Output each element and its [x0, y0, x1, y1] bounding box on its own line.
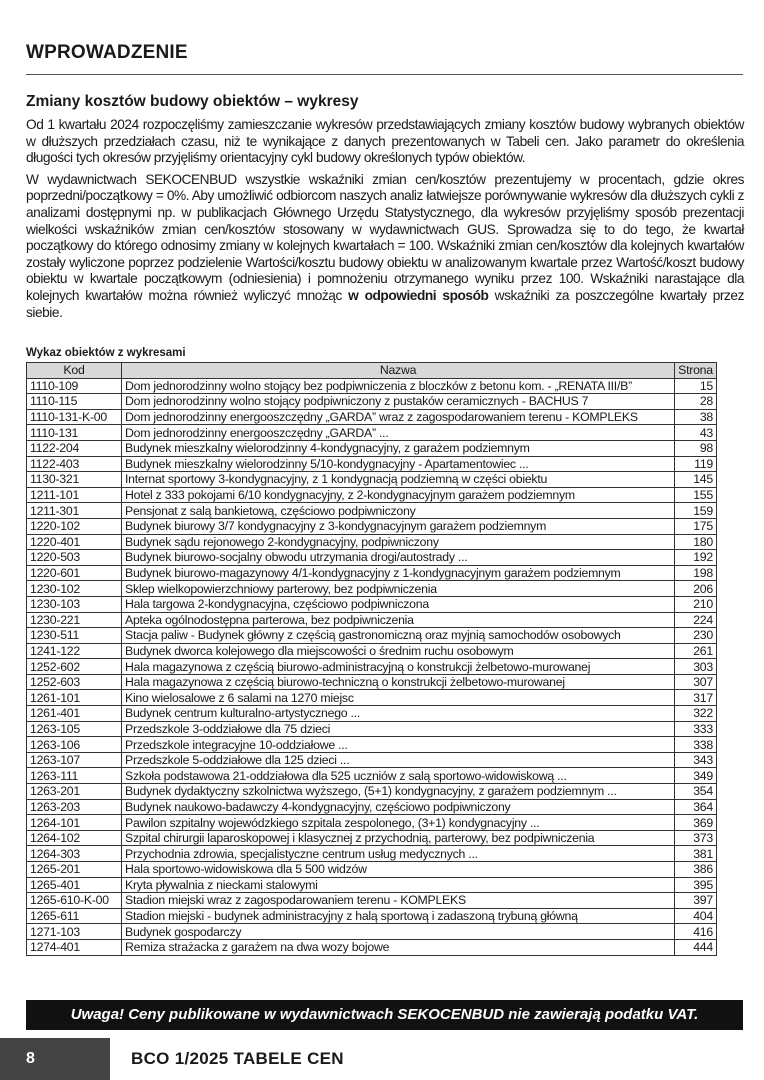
- row-page: 397: [675, 893, 717, 909]
- table-row: [27, 830, 717, 846]
- table-row: [27, 815, 717, 831]
- row-name: Dom jednorodzinny wolno stojący podpiwniczony z pustaków ceramicznych - BACHUS 7: [122, 394, 675, 410]
- row-code: 1230-102: [27, 581, 122, 597]
- row-code: 1263-107: [27, 752, 122, 768]
- row-code: 1252-602: [27, 659, 122, 675]
- row-page: 43: [675, 425, 717, 441]
- row-page: 386: [675, 862, 717, 878]
- table-row: [27, 877, 717, 893]
- table-row: [27, 893, 717, 909]
- row-page: 224: [675, 612, 717, 628]
- table-row: [27, 409, 717, 425]
- row-code: 1220-503: [27, 550, 122, 566]
- table-row: [27, 487, 717, 503]
- page-number: 8: [26, 1050, 35, 1067]
- row-code: 1264-101: [27, 815, 122, 831]
- row-name: Dom jednorodzinny energooszczędny „GARDA” wraz z zagospodarowaniem terenu - KOMPLEKS: [122, 409, 675, 425]
- table-body: [27, 378, 717, 955]
- row-page: 175: [675, 518, 717, 534]
- row-code: 1252-603: [27, 674, 122, 690]
- article-subtitle: Zmiany kosztów budowy obiektów – wykresy: [26, 93, 359, 110]
- table-row: [27, 799, 717, 815]
- row-page: 333: [675, 721, 717, 737]
- row-name: Przedszkole 3-oddziałowe dla 75 dzieci: [122, 721, 675, 737]
- row-page: 404: [675, 908, 717, 924]
- row-name: Pawilon szpitalny wojewódzkiego szpitala zespolonego, (3+1) kondygnacyjny ...: [122, 815, 675, 831]
- row-code: 1110-109: [27, 378, 122, 394]
- intro-text: [26, 117, 744, 326]
- row-name: Budynek mieszkalny wielorodzinny 5/10-kondygnacyjny - Apartamentowiec ...: [122, 456, 675, 472]
- row-page: 98: [675, 440, 717, 456]
- row-code: 1122-403: [27, 456, 122, 472]
- row-page: 364: [675, 799, 717, 815]
- row-code: 1211-301: [27, 503, 122, 519]
- table-row: [27, 612, 717, 628]
- intro-paragraph-2: [26, 172, 744, 321]
- row-page: 395: [675, 877, 717, 893]
- row-page: 155: [675, 487, 717, 503]
- row-name: Budynek biurowy 3/7 kondygnacyjny z 3-kondygnacyjnym garażem podziemnym: [122, 518, 675, 534]
- footer-page-box: [0, 1038, 110, 1080]
- row-name: Hala sportowo-widowiskowa dla 5 500 widzów: [122, 862, 675, 878]
- row-page: 206: [675, 581, 717, 597]
- row-page: 15: [675, 378, 717, 394]
- table-row: [27, 643, 717, 659]
- row-code: 1220-102: [27, 518, 122, 534]
- row-name: Przychodnia zdrowia, specjalistyczne centrum usług medycznych ...: [122, 846, 675, 862]
- row-code: 1110-131: [27, 425, 122, 441]
- row-name: Budynek dydaktyczny szkolnictwa wyższego, (5+1) kondygnacyjny, z garażem podziemnym ...: [122, 784, 675, 800]
- row-code: 1263-105: [27, 721, 122, 737]
- row-name: Internat sportowy 3-kondygnacyjny, z 1 kondygnacją podziemną w części obiektu: [122, 472, 675, 488]
- table-row: [27, 784, 717, 800]
- row-code: 1130-321: [27, 472, 122, 488]
- row-code: 1230-511: [27, 628, 122, 644]
- row-name: Budynek biurowo-magazynowy 4/1-kondygnacyjny z 1-kondygnacyjnym garażem podziemnym: [122, 565, 675, 581]
- row-page: 261: [675, 643, 717, 659]
- row-code: 1211-101: [27, 487, 122, 503]
- row-name: Kino wielosalowe z 6 salami na 1270 miejsc: [122, 690, 675, 706]
- column-header-code: Kod: [27, 363, 122, 379]
- row-name: Budynek centrum kulturalno-artystycznego ...: [122, 706, 675, 722]
- row-code: 1261-401: [27, 706, 122, 722]
- row-code: 1110-115: [27, 394, 122, 410]
- row-name: Przedszkole integracyjne 10-oddziałowe ...: [122, 737, 675, 753]
- intro-paragraph-1: Od 1 kwartału 2024 rozpoczęliśmy zamieszczanie wykresów przedstawiających zmiany kosztów budowy wybranych obiektów w dłuższych przedziałach czasu, niż te wynikające z danych prezentowanych w Tabeli cen. Jako parametr do określenia długości tych okresów przyjęliśmy orientacyjny cykl budowy określonych typów obiektów.: [26, 117, 744, 166]
- row-page: 381: [675, 846, 717, 862]
- row-code: 1263-111: [27, 768, 122, 784]
- table-row: [27, 534, 717, 550]
- row-page: 354: [675, 784, 717, 800]
- row-name: Pensjonat z salą bankietową, częściowo podpiwniczony: [122, 503, 675, 519]
- table-row: [27, 425, 717, 441]
- row-code: 1230-221: [27, 612, 122, 628]
- row-page: 317: [675, 690, 717, 706]
- table-row: [27, 659, 717, 675]
- row-name: Sklep wielkopowierzchniowy parterowy, bez podpiwniczenia: [122, 581, 675, 597]
- row-page: 369: [675, 815, 717, 831]
- row-name: Kryta pływalnia z nieckami stalowymi: [122, 877, 675, 893]
- row-name: Stadion miejski - budynek administracyjny z halą sportową i zadaszoną trybuną główną: [122, 908, 675, 924]
- table-row: [27, 674, 717, 690]
- row-page: 38: [675, 409, 717, 425]
- column-header-page: Strona: [675, 363, 717, 379]
- row-page: 322: [675, 706, 717, 722]
- table-row: [27, 503, 717, 519]
- table-row: [27, 690, 717, 706]
- row-name: Hala magazynowa z częścią biurowo-techniczną o konstrukcji żelbetowo-murowanej: [122, 674, 675, 690]
- table-row: [27, 768, 717, 784]
- row-name: Apteka ogólnodostępna parterowa, bez podpiwniczenia: [122, 612, 675, 628]
- row-name: Dom jednorodzinny energooszczędny „GARDA” ...: [122, 425, 675, 441]
- row-page: 444: [675, 939, 717, 955]
- row-name: Hala targowa 2-kondygnacyjna, częściowo podpiwniczona: [122, 596, 675, 612]
- row-page: 119: [675, 456, 717, 472]
- row-page: 338: [675, 737, 717, 753]
- row-code: 1220-601: [27, 565, 122, 581]
- table-row: [27, 472, 717, 488]
- list-caption: Wykaz obiektów z wykresami: [26, 347, 186, 359]
- table-row: [27, 394, 717, 410]
- row-name: Szkoła podstawowa 21-oddziałowa dla 525 uczniów z salą sportowo-widowiskową ...: [122, 768, 675, 784]
- row-page: 343: [675, 752, 717, 768]
- table-row: [27, 596, 717, 612]
- row-name: Budynek mieszkalny wielorodzinny 4-kondygnacyjny, z garażem podziemnym: [122, 440, 675, 456]
- publication-title: BCO 1/2025 TABELE CEN: [131, 1049, 344, 1068]
- objects-table: [26, 362, 717, 956]
- row-page: 159: [675, 503, 717, 519]
- table-row: [27, 565, 717, 581]
- row-page: 303: [675, 659, 717, 675]
- row-code: 1230-103: [27, 596, 122, 612]
- row-code: 1264-102: [27, 830, 122, 846]
- table-row: [27, 378, 717, 394]
- column-header-name: Nazwa: [122, 363, 675, 379]
- row-code: 1265-610-K-00: [27, 893, 122, 909]
- row-page: 198: [675, 565, 717, 581]
- table-row: [27, 440, 717, 456]
- table-row: [27, 846, 717, 862]
- intro-paragraph-2-start: W wydawnictwach SEKOCENBUD wszystkie wskaźniki zmian cen/kosztów prezentujemy w procentach, gdzie okres poprzedni/początkowy = 0%. Aby umożliwić odbiorcom naszych analiz łatwiejsze porównywanie wykresów dla dłuższych cykli z analizami dostępnymi np. w publikacjach Głównego Urzędu Statystycznego, dla wykresów przyjęliśmy sposób prezentacji wielkości wskaźników zmian cen/kosztów stosowany w wydawnictwach GUS. Sprowadza się to do tego, że kwartał początkowy do którego odnosimy zmiany w kolejnych kwartałach = 100. Wskaźniki zmian cen/kosztów dla kolejnych kwartałów zostały wyliczone poprzez podzielenie Wartości/kosztu budowy obiektu w analizowanym kwartale przez Wartość/koszt budowy obiektu w kwartale początkowym (odniesienia) i pomnożeniu otrzymanego wyniku przez 100. Wskaźniki narastające dla kolejnych kwartałów można również wyliczyć mnożąc: [26, 171, 744, 303]
- table-row: [27, 752, 717, 768]
- table-row: [27, 862, 717, 878]
- intro-paragraph-2-bold: w odpowiedni sposób: [348, 287, 489, 303]
- section-title: WPROWADZENIE: [26, 42, 188, 63]
- row-code: 1265-611: [27, 908, 122, 924]
- row-code: 1110-131-K-00: [27, 409, 122, 425]
- vat-warning-banner: Uwaga! Ceny publikowane w wydawnictwach SEKOCENBUD nie zawierają podatku VAT.: [26, 1000, 743, 1030]
- row-name: Budynek biurowo-socjalny obwodu utrzymania drogi/autostrady ...: [122, 550, 675, 566]
- intro-paragraph-2-end: wskaźniki za poszczególne kwartały przez siebie.: [26, 287, 744, 320]
- row-code: 1261-101: [27, 690, 122, 706]
- row-name: Szpital chirurgii laparoskopowej i klasycznej z przychodnią, parterowy, bez podpiwniczenia: [122, 830, 675, 846]
- row-name: Stacja paliw - Budynek główny z częścią gastronomiczną oraz myjnią samochodów osobowych: [122, 628, 675, 644]
- table-row: [27, 924, 717, 940]
- table-row: [27, 518, 717, 534]
- row-name: Stadion miejski wraz z zagospodarowaniem terenu - KOMPLEKS: [122, 893, 675, 909]
- section-divider: [26, 74, 743, 75]
- row-page: 180: [675, 534, 717, 550]
- row-code: 1274-401: [27, 939, 122, 955]
- row-code: 1271-103: [27, 924, 122, 940]
- row-name: Budynek sądu rejonowego 2-kondygnacyjny, podpiwniczony: [122, 534, 675, 550]
- row-code: 1264-303: [27, 846, 122, 862]
- row-code: 1220-401: [27, 534, 122, 550]
- row-page: 210: [675, 596, 717, 612]
- row-code: 1265-201: [27, 862, 122, 878]
- row-page: 230: [675, 628, 717, 644]
- table-row: [27, 721, 717, 737]
- table-row: [27, 550, 717, 566]
- row-page: 145: [675, 472, 717, 488]
- row-name: Budynek dworca kolejowego dla miejscowości o średnim ruchu osobowym: [122, 643, 675, 659]
- row-name: Remiza strażacka z garażem na dwa wozy bojowe: [122, 939, 675, 955]
- table-row: [27, 939, 717, 955]
- row-page: 28: [675, 394, 717, 410]
- row-code: 1122-204: [27, 440, 122, 456]
- row-code: 1263-203: [27, 799, 122, 815]
- row-code: 1265-401: [27, 877, 122, 893]
- row-name: Hala magazynowa z częścią biurowo-administracyjną o konstrukcji żelbetowo-murowanej: [122, 659, 675, 675]
- row-name: Budynek gospodarczy: [122, 924, 675, 940]
- row-page: 349: [675, 768, 717, 784]
- row-page: 373: [675, 830, 717, 846]
- table-row: [27, 456, 717, 472]
- table-row: [27, 737, 717, 753]
- table-row: [27, 581, 717, 597]
- table-row: [27, 908, 717, 924]
- row-name: Hotel z 333 pokojami 6/10 kondygnacyjny, z 2-kondygnacyjnym garażem podziemnym: [122, 487, 675, 503]
- row-code: 1263-201: [27, 784, 122, 800]
- row-page: 307: [675, 674, 717, 690]
- row-page: 192: [675, 550, 717, 566]
- row-name: Budynek naukowo-badawczy 4-kondygnacyjny, częściowo podpiwniczony: [122, 799, 675, 815]
- row-name: Dom jednorodzinny wolno stojący bez podpiwniczenia z bloczków z betonu kom. - „RENATA III/B”: [122, 378, 675, 394]
- row-name: Przedszkole 5-oddziałowe dla 125 dzieci ...: [122, 752, 675, 768]
- row-page: 416: [675, 924, 717, 940]
- row-code: 1263-106: [27, 737, 122, 753]
- table-header-row: [27, 363, 717, 379]
- table-row: [27, 706, 717, 722]
- table-row: [27, 628, 717, 644]
- row-code: 1241-122: [27, 643, 122, 659]
